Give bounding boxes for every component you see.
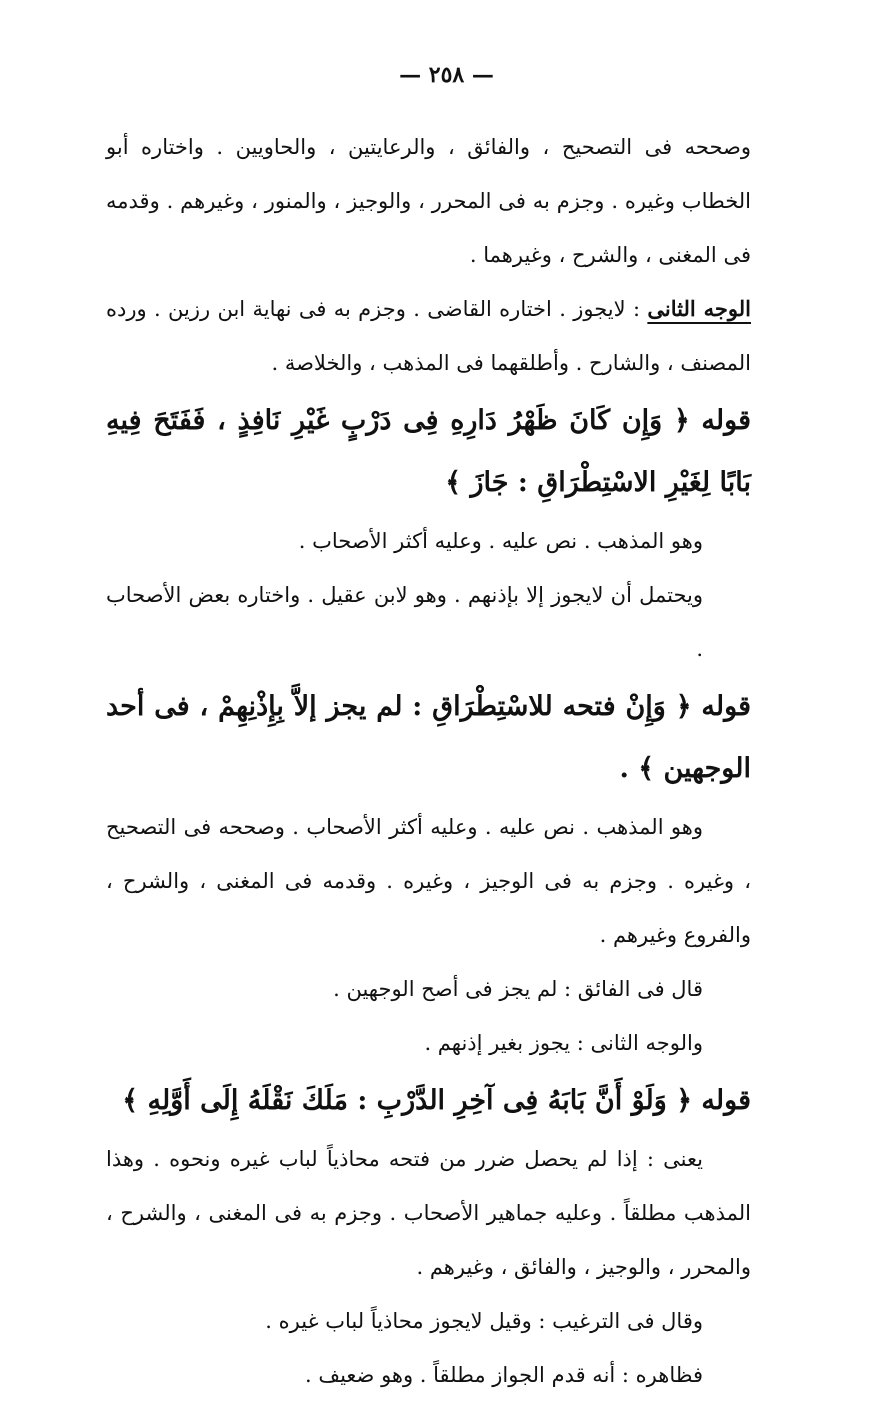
paragraph-9: وقال فى الترغيب : وقيل لايجوز محاذياً لباب غيره . — [265, 1309, 703, 1333]
page-number: — ٢٥٨ — — [399, 62, 494, 88]
second-view-text: : لايجوز . اختاره القاضى . وجزم به فى نهاية ابن رزين . ورده المصنف ، والشارح . وأطلقهما فى المذهب ، والخلاصة . — [106, 297, 751, 375]
paragraph-8: يعنى : إذا لم يحصل ضرر من فتحه محاذياً لباب غيره ونحوه . وهذا المذهب مطلقاً . وعليه جماهير الأصحاب . وجزم به فى المغنى ، والشرح ، والمحرر ، والوجيز ، والفائق ، وغيرهم . — [106, 1147, 751, 1279]
paragraph-3: وهو المذهب . نص عليه . وعليه أكثر الأصحاب . — [298, 529, 703, 553]
paragraph-5: وهو المذهب . نص عليه . وعليه أكثر الأصحاب . وصححه فى التصحيح ، وغيره . وجزم به فى الوجيز ، وغيره . وقدمه فى المغنى ، والشرح ، والفروع وغيرهم . — [106, 815, 751, 947]
quote-heading-1: قوله ﴿ وَإِن كَانَ ظَهْرُ دَارِهِ فِى دَرْبٍ غَيْرِ نَافِذٍ ، فَفَتَحَ فِيهِ بَابًا لِغَيْرِ الاسْتِطْرَاقِ : جَازَ ﴾ — [106, 405, 751, 498]
paragraph-6: قال فى الفائق : لم يجز فى أصح الوجهين . — [333, 977, 703, 1001]
paragraph-2-second-view — [106, 282, 751, 390]
quote-heading-3: قوله ﴿ وَلَوْ أَنَّ بَابَهُ فِى آخِرِ الدَّرْبِ : مَلَكَ نَقْلَهُ إِلَى أَوَّلِهِ ﴾ — [122, 1085, 751, 1116]
page-body — [106, 120, 751, 1402]
paragraph-10: فظاهره : أنه قدم الجواز مطلقاً . وهو ضعيف . — [305, 1363, 703, 1387]
paragraph-1: وصححه فى التصحيح ، والفائق ، والرعايتين ، والحاويين . واختاره أبو الخطاب وغيره . وجزم به فى المحرر ، والوجيز ، والمنور ، وغيرهم . وقدمه فى المغنى ، والشرح ، وغيرهما . — [106, 135, 751, 267]
paragraph-4: ويحتمل أن لايجوز إلا بإذنهم . وهو لابن عقيل . واختاره بعض الأصحاب . — [106, 583, 703, 661]
paragraph-7: والوجه الثانى : يجوز بغير إذنهم . — [424, 1031, 703, 1055]
quote-heading-2: قوله ﴿ وَإِنْ فتحه للاسْتِطْرَاقِ : لم يجز إلاَّ بِإِذْنِهِمْ ، فى أحد الوجهين ﴾ . — [106, 691, 751, 784]
second-view-label: الوجه الثانى — [647, 296, 751, 321]
